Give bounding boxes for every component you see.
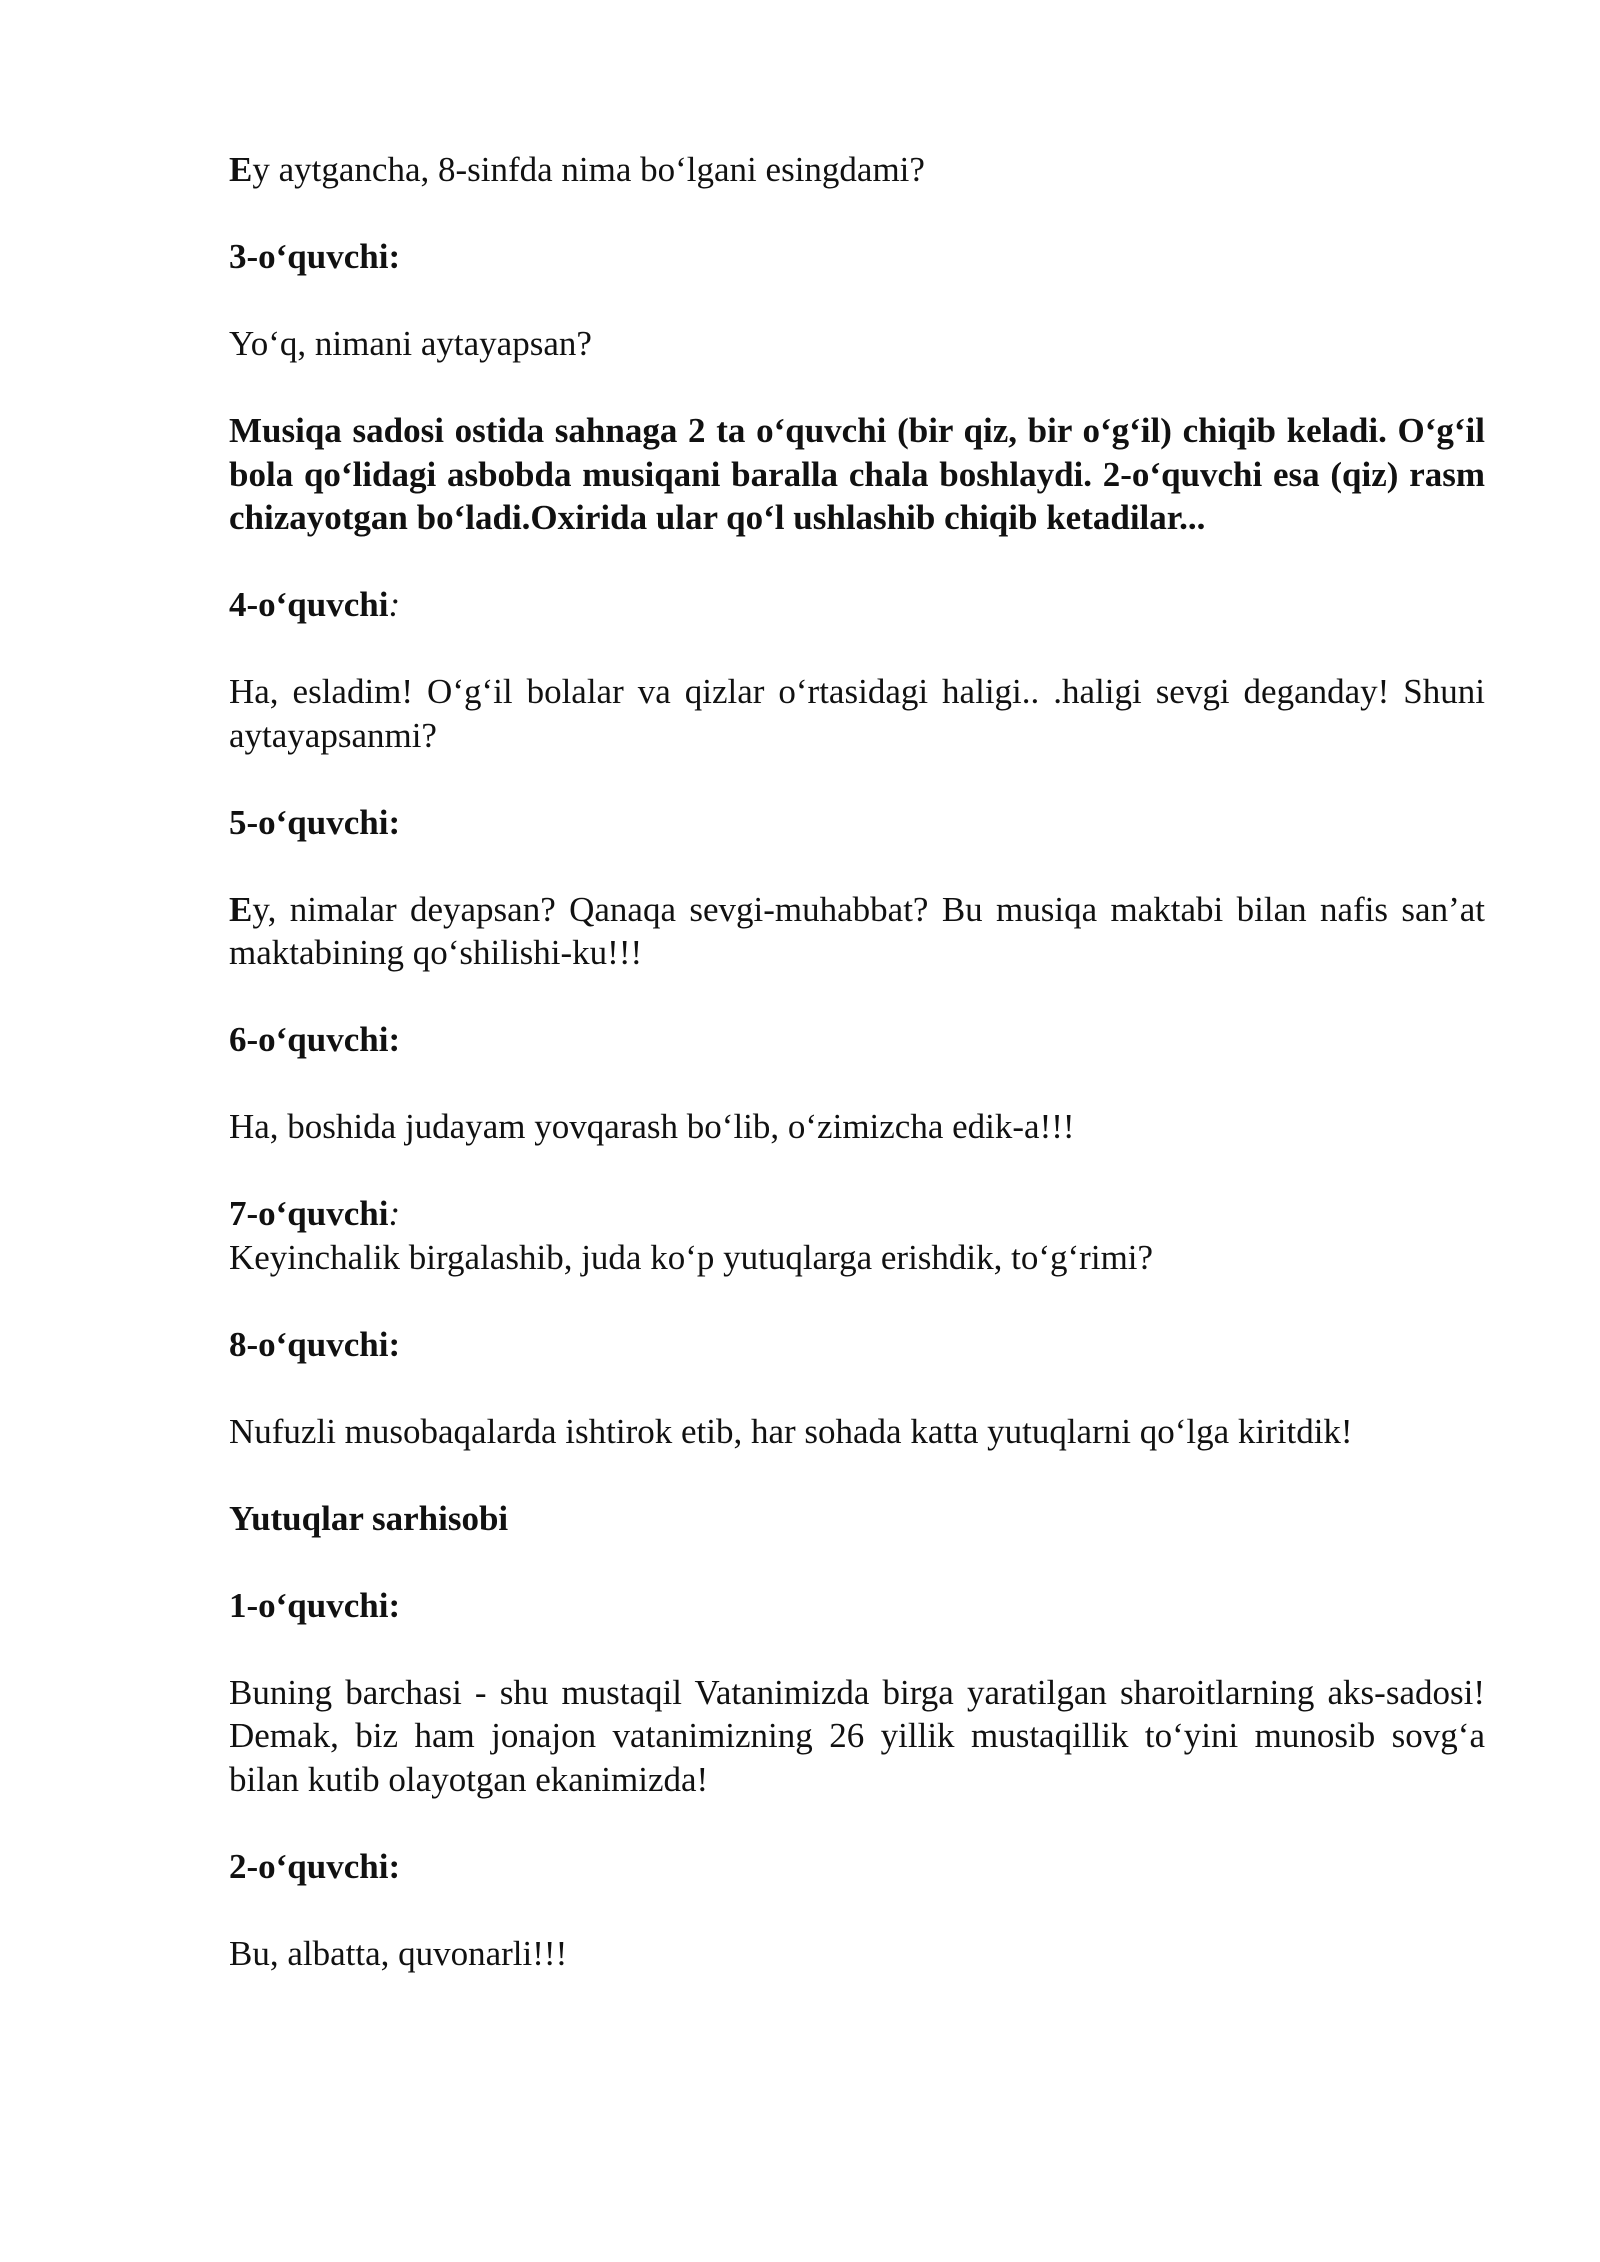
- dialogue-line: Ha, esladim! O‘g‘il bolalar va qizlar o‘rtasidagi haligi.. .haligi sevgi deganday! Shuni aytayapsanmi?: [229, 672, 1485, 755]
- dialogue-line: Bu, albatta, quvonarli!!!: [229, 1933, 568, 1973]
- dialogue-line: Ha, boshida judayam yovqarash bo‘lib, o‘zimizcha edik-a!!!: [229, 1107, 1075, 1146]
- dialogue-line: Keyinchalik birgalashib, juda ko‘p yutuqlarga erishdik, to‘g‘rimi?: [229, 1237, 1154, 1277]
- dialogue-line: [229, 888, 1485, 975]
- line-text: y aytgancha, 8-sinfda nima bo‘lgani esingdami?: [252, 150, 925, 189]
- dialogue-line: Nufuzli musobaqalarda ishtirok etib, har sohada katta yutuqlarni qo‘lga kiritdik!: [229, 1411, 1353, 1451]
- speaker-label-7: [229, 1192, 1485, 1236]
- speaker-colon: :: [388, 585, 401, 624]
- dialogue-line: Buning barchasi - shu mustaqil Vatanimizda birga yaratilgan sharoitlarning aks-sadosi! Demak, biz ham jonajon vatanimizning 26 yillik mustaqillik to‘yini munosib sovg‘a bilan kutib olayotgan ekanimizda!: [229, 1672, 1485, 1799]
- initial-letter: E: [229, 150, 253, 189]
- speaker-label-3: 3-o‘quvchi:: [229, 237, 401, 276]
- speaker-label-2: 2-o‘quvchi:: [229, 1846, 401, 1886]
- speaker-name: 7-o‘quvchi: [229, 1194, 389, 1233]
- speaker-name: 4-o‘quvchi: [229, 585, 389, 624]
- line-text: y, nimalar deyapsan? Qanaqa sevgi-muhabbat? Bu musiqa maktabi bilan nafis san’at maktabining qo‘shilishi-ku!!!: [229, 889, 1485, 972]
- section-heading: Yutuqlar sarhisobi: [229, 1498, 509, 1538]
- stage-direction: Musiqa sadosi ostida sahnaga 2 ta o‘quvchi (bir qiz, bir o‘g‘il) chiqib keladi. O‘g‘il bola qo‘lidagi asbobda musiqani baralla chala boshlaydi. 2-o‘quvchi esa (qiz) rasm chizayotgan bo‘ladi.Oxirida ular qo‘l ushlashib chiqib ketadilar...: [229, 411, 1485, 537]
- document-page: [229, 148, 1485, 2019]
- speaker-label-5: 5-o‘quvchi:: [229, 802, 401, 842]
- speaker-label-6: 6-o‘quvchi:: [229, 1020, 401, 1059]
- speaker-label-8: 8-o‘quvchi:: [229, 1324, 401, 1364]
- speaker-label-4: [229, 583, 1485, 627]
- speaker-colon: :: [388, 1194, 401, 1233]
- dialogue-line: Yo‘q, nimani aytayapsan?: [229, 324, 592, 363]
- speaker-label-1: 1-o‘quvchi:: [229, 1585, 401, 1625]
- dialogue-line: [229, 148, 1485, 192]
- initial-letter: E: [229, 889, 253, 929]
